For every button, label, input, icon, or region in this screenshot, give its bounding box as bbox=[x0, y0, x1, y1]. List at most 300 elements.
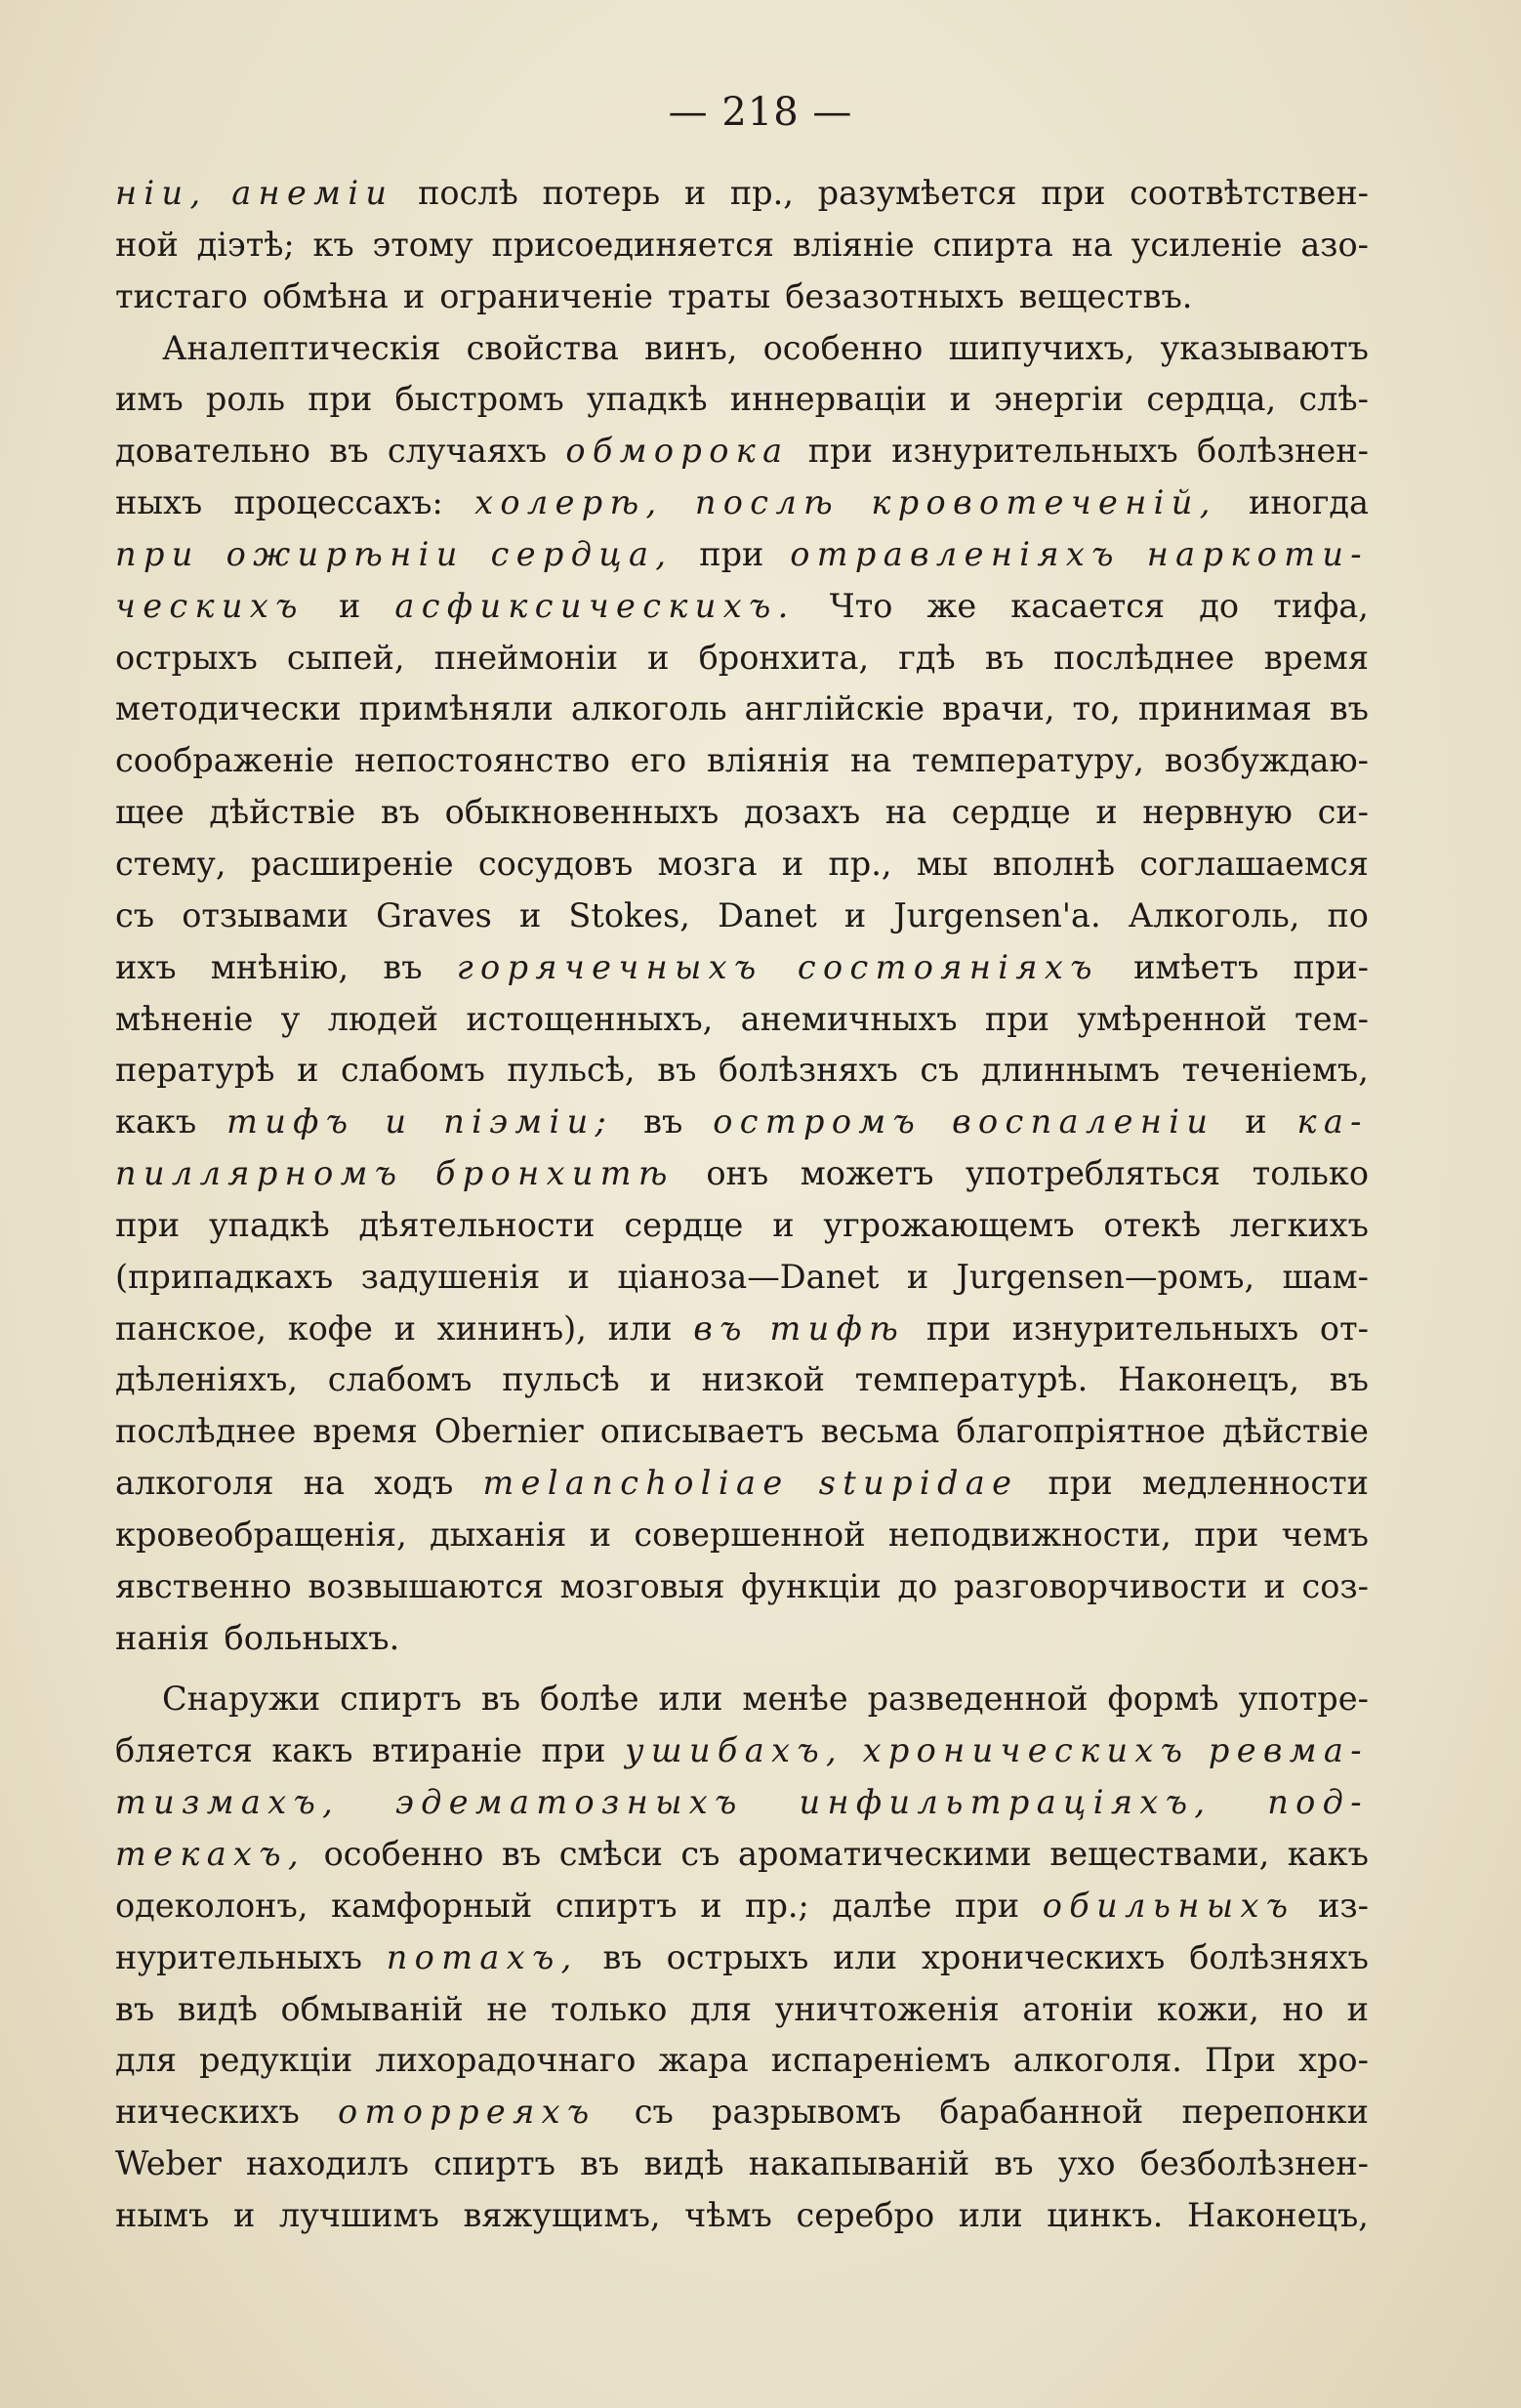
word: спирта bbox=[932, 225, 1053, 264]
word: Снаружи bbox=[162, 1680, 321, 1719]
word: дѣятельности bbox=[358, 1205, 596, 1244]
word: тем- bbox=[1295, 999, 1369, 1038]
word: указываютъ bbox=[1160, 328, 1369, 367]
word: на bbox=[884, 793, 927, 832]
word: шипучихъ, bbox=[948, 328, 1135, 367]
word: больныхъ. bbox=[224, 1618, 400, 1657]
text-line bbox=[115, 380, 1369, 432]
word: угрожающемъ bbox=[823, 1205, 1075, 1244]
word: какъ bbox=[1287, 1835, 1369, 1873]
word: (припадкахъ bbox=[115, 1257, 334, 1296]
word: истощенныхъ, bbox=[466, 999, 714, 1038]
word: послѣ bbox=[418, 174, 518, 212]
text-line bbox=[115, 2144, 1369, 2196]
word: и bbox=[843, 895, 867, 934]
word: у bbox=[280, 999, 301, 1038]
word: жара bbox=[658, 2041, 749, 2080]
word: болѣзняхъ bbox=[1189, 1937, 1369, 1976]
text-line bbox=[115, 1360, 1369, 1412]
italic-word: ушибахъ, bbox=[625, 1731, 844, 1770]
word: мозговыя bbox=[559, 1566, 725, 1605]
word: веществами, bbox=[1049, 1835, 1270, 1873]
word: менѣе bbox=[742, 1680, 848, 1719]
word: стему, bbox=[115, 844, 226, 883]
word: тифа, bbox=[1273, 586, 1369, 625]
word: пр., bbox=[729, 174, 794, 212]
word: и bbox=[338, 586, 361, 625]
italic-word: бронхитѣ bbox=[434, 1154, 675, 1193]
word: и bbox=[649, 1360, 672, 1399]
word: дѣленіяхъ, bbox=[115, 1360, 298, 1399]
word: спиртъ bbox=[433, 2144, 555, 2183]
word: мѣненіе bbox=[115, 999, 254, 1038]
word: температуру, bbox=[912, 741, 1145, 780]
word: легкихъ bbox=[1229, 1205, 1369, 1244]
word: имѣетъ bbox=[1133, 947, 1259, 986]
word: атоніи bbox=[1022, 1989, 1134, 2028]
word: время bbox=[312, 1412, 418, 1451]
word: Obernier bbox=[433, 1412, 584, 1451]
word: англійскіе bbox=[744, 689, 925, 728]
word: Jurgensen'a. bbox=[893, 895, 1101, 934]
word: расширеніе bbox=[250, 844, 454, 883]
word: ароматическими bbox=[738, 1835, 1032, 1873]
italic-word: анеміи bbox=[231, 174, 394, 212]
text-line bbox=[115, 174, 1369, 226]
italic-word: ожирѣніи bbox=[226, 534, 465, 573]
word: безболѣзнен- bbox=[1139, 2144, 1369, 2183]
word: въ bbox=[480, 1680, 521, 1719]
italic-word: сердца, bbox=[490, 534, 674, 573]
word: людей bbox=[327, 999, 438, 1038]
word: въ bbox=[994, 2144, 1034, 2183]
italic-word: остромъ bbox=[713, 1102, 923, 1142]
word: до bbox=[897, 1566, 938, 1605]
word: въ bbox=[580, 2144, 620, 2183]
word: какъ bbox=[271, 1731, 353, 1770]
italic-word: піэміи; bbox=[443, 1102, 614, 1142]
word: анемичныхъ bbox=[740, 999, 958, 1038]
word: быстромъ bbox=[394, 380, 564, 419]
text-line bbox=[115, 587, 1369, 639]
word: накапываній bbox=[748, 2144, 970, 2183]
word: соглашаемся bbox=[1139, 844, 1369, 883]
word: хининъ), bbox=[436, 1308, 587, 1348]
text-line bbox=[115, 1258, 1369, 1309]
word: нымъ bbox=[115, 2195, 210, 2234]
word: гдѣ bbox=[898, 638, 956, 677]
word: вліянія bbox=[707, 741, 831, 780]
word: алкоголя bbox=[115, 1464, 274, 1503]
word: процессахъ: bbox=[233, 483, 443, 522]
word: послѣднее bbox=[115, 1412, 297, 1451]
word: тистаго bbox=[115, 276, 248, 315]
word: въ bbox=[115, 1989, 155, 2028]
word: чемъ bbox=[1281, 1515, 1369, 1554]
word: онъ bbox=[706, 1154, 769, 1193]
word: время bbox=[1263, 638, 1369, 677]
word: и bbox=[647, 638, 670, 677]
text-line bbox=[115, 1309, 1369, 1361]
text-line bbox=[115, 1619, 1369, 1671]
word: барабанной bbox=[939, 2093, 1144, 2132]
word: спиртъ bbox=[555, 1886, 678, 1925]
word: явственно bbox=[115, 1566, 292, 1605]
word: редукціи bbox=[199, 2041, 353, 2080]
word: въ bbox=[984, 638, 1024, 677]
word: сосудовъ bbox=[477, 844, 634, 883]
word: на bbox=[303, 1464, 346, 1503]
word: пературѣ bbox=[115, 1051, 275, 1090]
word: роль bbox=[205, 380, 286, 419]
text-line bbox=[115, 1464, 1369, 1515]
text-line bbox=[115, 2041, 1369, 2093]
text-line bbox=[115, 1990, 1369, 2042]
word: перепонки bbox=[1181, 2093, 1369, 2132]
word: При bbox=[1205, 2041, 1276, 2080]
word: пр., bbox=[828, 844, 892, 883]
word: алкоголя. bbox=[1012, 2041, 1182, 2080]
italic-word: горячечныхъ bbox=[456, 947, 763, 986]
word: только bbox=[551, 1989, 668, 2028]
text-line bbox=[115, 1515, 1369, 1567]
word: кровеобращенія, bbox=[115, 1515, 407, 1554]
italic-word: эдематозныхъ bbox=[394, 1783, 744, 1822]
word: хро- bbox=[1298, 2041, 1369, 2080]
italic-word: обморока bbox=[565, 432, 790, 471]
word: пнеймоніи bbox=[433, 638, 619, 677]
word: непостоянство bbox=[353, 741, 610, 780]
word: можетъ bbox=[800, 1154, 934, 1193]
word: и bbox=[683, 174, 707, 212]
text-line bbox=[115, 1206, 1369, 1258]
word: принимая bbox=[1137, 689, 1312, 728]
italic-word: тифъ bbox=[226, 1102, 355, 1142]
word: Наконецъ, bbox=[1118, 1360, 1300, 1399]
word: и bbox=[700, 1886, 722, 1925]
word: упадкѣ bbox=[586, 380, 708, 419]
word: на bbox=[849, 741, 892, 780]
word: въ bbox=[329, 432, 369, 471]
word: ной bbox=[115, 225, 179, 264]
word: примѣняли bbox=[358, 689, 554, 728]
word: съ bbox=[115, 895, 155, 934]
italic-word: при bbox=[115, 534, 200, 573]
word: соображеніе bbox=[115, 741, 335, 780]
word: шам- bbox=[1282, 1257, 1369, 1296]
word: ныхъ bbox=[115, 483, 203, 522]
word: иннерваціи bbox=[729, 380, 927, 419]
word: испареніемъ bbox=[770, 2041, 991, 2080]
word: температурѣ. bbox=[854, 1360, 1089, 1399]
word: методически bbox=[115, 689, 342, 728]
word: употре- bbox=[1238, 1680, 1369, 1719]
word: энергіи bbox=[994, 380, 1125, 419]
text-line bbox=[115, 1567, 1369, 1619]
italic-word: отравленіяхъ bbox=[790, 534, 1121, 573]
word: при bbox=[955, 1886, 1020, 1925]
word: при bbox=[807, 432, 873, 471]
word: болѣзнен- bbox=[1197, 432, 1369, 471]
word: видѣ bbox=[643, 2144, 724, 2183]
text-line bbox=[115, 793, 1369, 845]
text-line bbox=[115, 1887, 1369, 1938]
word: и bbox=[1263, 1566, 1286, 1605]
text-line bbox=[115, 2196, 1369, 2248]
italic-word: потахъ, bbox=[386, 1937, 579, 1976]
italic-word: обильныхъ bbox=[1042, 1886, 1295, 1925]
word: съ bbox=[634, 2093, 674, 2132]
text-line bbox=[115, 1731, 1369, 1783]
word: ходъ bbox=[374, 1464, 454, 1503]
word: Алкоголь, bbox=[1128, 895, 1300, 934]
word: бляется bbox=[115, 1731, 253, 1770]
word: траты bbox=[667, 276, 771, 315]
word: Что bbox=[829, 586, 893, 625]
word: въ bbox=[383, 947, 423, 986]
word: дозахъ bbox=[743, 793, 861, 832]
word: кожи, bbox=[1156, 1989, 1259, 2028]
word: имъ bbox=[115, 380, 184, 419]
word: разрывомъ bbox=[712, 2093, 902, 2132]
italic-word: состояніяхъ bbox=[797, 947, 1099, 986]
word: и bbox=[1095, 793, 1118, 832]
italic-word: наркоти- bbox=[1146, 534, 1369, 573]
word: и bbox=[232, 2195, 256, 2234]
text-line bbox=[115, 1051, 1369, 1102]
word: разговорчивости bbox=[953, 1566, 1248, 1605]
word: разведенной bbox=[867, 1680, 1089, 1719]
word: уничтоженія bbox=[774, 1989, 1000, 2028]
word: весьма bbox=[820, 1412, 940, 1451]
text-body bbox=[115, 174, 1369, 2248]
text-line bbox=[115, 1412, 1369, 1464]
word: и bbox=[1245, 1102, 1267, 1142]
text-line bbox=[115, 639, 1369, 690]
word: при bbox=[984, 999, 1050, 1038]
italic-word: холерѣ, bbox=[474, 483, 664, 522]
word: щее bbox=[115, 793, 185, 832]
word: совершенной bbox=[634, 1515, 866, 1554]
italic-word: пиллярномъ bbox=[115, 1154, 404, 1193]
word: особенно bbox=[762, 328, 924, 367]
word: при bbox=[1194, 1515, 1259, 1554]
word: послѣднее bbox=[1053, 638, 1235, 677]
word: обмѣна bbox=[262, 276, 389, 315]
word: его bbox=[630, 741, 687, 780]
word: ническихъ bbox=[115, 2093, 300, 2132]
word: слѣ- bbox=[1298, 380, 1369, 419]
italic-word: оторреяхъ bbox=[338, 2093, 596, 2132]
word: одеколонъ, bbox=[115, 1886, 308, 1925]
word: съ bbox=[920, 1051, 960, 1090]
italic-word: тизмахъ, bbox=[115, 1783, 341, 1822]
word: Jurgensen—ромъ, bbox=[956, 1257, 1255, 1296]
word: мы bbox=[916, 844, 968, 883]
word: діэтѣ; bbox=[196, 225, 295, 264]
word: и bbox=[567, 1257, 590, 1296]
word: болѣе bbox=[539, 1680, 639, 1719]
word: соотвѣтствен- bbox=[1130, 174, 1369, 212]
word: при bbox=[1048, 1464, 1113, 1503]
word: при bbox=[541, 1731, 606, 1770]
word: острыхъ bbox=[666, 1937, 809, 1976]
word: въ bbox=[657, 1051, 697, 1090]
text-line bbox=[115, 329, 1369, 381]
text-line bbox=[115, 535, 1369, 587]
italic-word: ревма- bbox=[1208, 1731, 1369, 1770]
text-line bbox=[115, 1102, 1369, 1154]
word: и bbox=[772, 1205, 795, 1244]
word: разумѣется bbox=[817, 174, 1017, 212]
word: при bbox=[308, 380, 373, 419]
text-line bbox=[115, 845, 1369, 896]
word: сыпей, bbox=[286, 638, 405, 677]
word: то, bbox=[1072, 689, 1121, 728]
word: или bbox=[958, 2195, 1023, 2234]
word: не bbox=[486, 1989, 528, 2028]
word: же bbox=[926, 586, 977, 625]
word: только bbox=[1252, 1154, 1369, 1193]
italic-word: ка- bbox=[1296, 1102, 1369, 1142]
italic-word: кровотеченій, bbox=[871, 483, 1217, 522]
italic-word: melancholiae bbox=[482, 1464, 790, 1503]
word: вяжущимъ, bbox=[463, 2195, 661, 2234]
word: врачи, bbox=[942, 689, 1055, 728]
word: описываетъ bbox=[599, 1412, 804, 1451]
italic-word: воспаленіи bbox=[952, 1102, 1215, 1142]
italic-word: въ bbox=[693, 1308, 749, 1348]
word: Danet bbox=[718, 895, 817, 934]
word: пульсѣ bbox=[502, 1360, 620, 1399]
word: изнурительныхъ bbox=[891, 432, 1178, 471]
word: низкой bbox=[701, 1360, 825, 1399]
italic-word: тифѣ bbox=[769, 1308, 906, 1348]
word: случаяхъ bbox=[387, 432, 548, 471]
word: веществъ. bbox=[1018, 276, 1193, 315]
word: серебро bbox=[796, 2195, 935, 2234]
word: Наконецъ, bbox=[1187, 2195, 1369, 2234]
word: азо- bbox=[1300, 225, 1369, 264]
word: чѣмъ bbox=[684, 2195, 772, 2234]
word: болѣзняхъ bbox=[719, 1051, 898, 1090]
word: винъ, bbox=[643, 328, 738, 367]
word: для bbox=[690, 1989, 753, 2028]
word: отзывами bbox=[182, 895, 349, 934]
word: безазотныхъ bbox=[785, 276, 1005, 315]
word: спиртъ bbox=[340, 1680, 462, 1719]
word: Graves bbox=[376, 895, 492, 934]
italic-word: под- bbox=[1267, 1783, 1369, 1822]
word: смѣси bbox=[558, 1835, 663, 1873]
word: или bbox=[607, 1308, 673, 1348]
word: и bbox=[402, 276, 426, 315]
word: видѣ bbox=[177, 1989, 258, 2028]
word: ихъ bbox=[115, 947, 177, 986]
word: въ bbox=[643, 1102, 683, 1142]
word: сердца, bbox=[1146, 380, 1277, 419]
word: нервную bbox=[1142, 793, 1293, 832]
word: изнурительныхъ bbox=[1011, 1308, 1299, 1348]
word: хроническихъ bbox=[921, 1937, 1166, 1976]
word: ціаноза—Danet bbox=[617, 1257, 880, 1296]
word: при- bbox=[1293, 947, 1369, 986]
word: находилъ bbox=[246, 2144, 409, 2183]
text-line bbox=[115, 277, 1369, 329]
word: и bbox=[393, 1308, 416, 1348]
italic-word: асфиксическихъ. bbox=[394, 586, 796, 625]
word: нанія bbox=[115, 1618, 210, 1657]
word: присоединяется bbox=[491, 225, 775, 264]
italic-word: и bbox=[385, 1102, 414, 1142]
text-line bbox=[115, 1000, 1369, 1052]
word: свойства bbox=[466, 328, 619, 367]
word: иногда bbox=[1249, 483, 1369, 522]
word: далѣе bbox=[832, 1886, 932, 1925]
word: цинкъ. bbox=[1047, 2195, 1164, 2234]
word: въ bbox=[1329, 689, 1369, 728]
word: дѣйствіе bbox=[209, 793, 356, 832]
word: по bbox=[1327, 895, 1369, 934]
word: бронхита, bbox=[698, 638, 870, 677]
word: какъ bbox=[115, 1102, 197, 1142]
word: потерь bbox=[542, 174, 661, 212]
word: ухо bbox=[1057, 2144, 1116, 2183]
word: панское, bbox=[115, 1308, 267, 1348]
word: касается bbox=[1010, 586, 1166, 625]
word: или bbox=[833, 1937, 898, 1976]
word: въ bbox=[1329, 1360, 1369, 1399]
word: сердце bbox=[624, 1205, 744, 1244]
text-line bbox=[115, 1835, 1369, 1887]
italic-word: текахъ, bbox=[115, 1835, 307, 1873]
word: на bbox=[1071, 225, 1113, 264]
word: при bbox=[115, 1205, 181, 1244]
word: обыкновенныхъ bbox=[444, 793, 719, 832]
text-line bbox=[115, 1783, 1369, 1835]
italic-word: ческихъ bbox=[115, 586, 305, 625]
word: до bbox=[1199, 586, 1240, 625]
word: ограниченіе bbox=[439, 276, 653, 315]
word: но bbox=[1282, 1989, 1324, 2028]
word: острыхъ bbox=[115, 638, 258, 677]
word: съ bbox=[680, 1835, 720, 1873]
word: и bbox=[1346, 1989, 1369, 2028]
italic-word: инфильтраціяхъ, bbox=[799, 1783, 1213, 1822]
text-line bbox=[115, 741, 1369, 793]
word: обмываній bbox=[280, 1989, 464, 2028]
text-line bbox=[115, 2093, 1369, 2144]
word: камфорный bbox=[331, 1886, 533, 1925]
word: при bbox=[925, 1308, 991, 1348]
text-line bbox=[115, 948, 1369, 1000]
word: от- bbox=[1319, 1308, 1369, 1348]
word: слабомъ bbox=[327, 1360, 473, 1399]
word: для bbox=[115, 2041, 178, 2080]
word: и bbox=[949, 380, 971, 419]
word: и bbox=[781, 844, 804, 883]
word: вполнѣ bbox=[992, 844, 1116, 883]
word: или bbox=[658, 1680, 723, 1719]
word: пульсѣ, bbox=[507, 1051, 636, 1090]
italic-word: хроническихъ bbox=[862, 1731, 1190, 1770]
text-line bbox=[115, 1938, 1369, 1990]
word: длиннымъ bbox=[981, 1051, 1161, 1090]
text-line bbox=[115, 1680, 1369, 1731]
text-line bbox=[115, 896, 1369, 948]
word: медленности bbox=[1141, 1464, 1369, 1503]
word: лихорадочнаго bbox=[375, 2041, 637, 2080]
